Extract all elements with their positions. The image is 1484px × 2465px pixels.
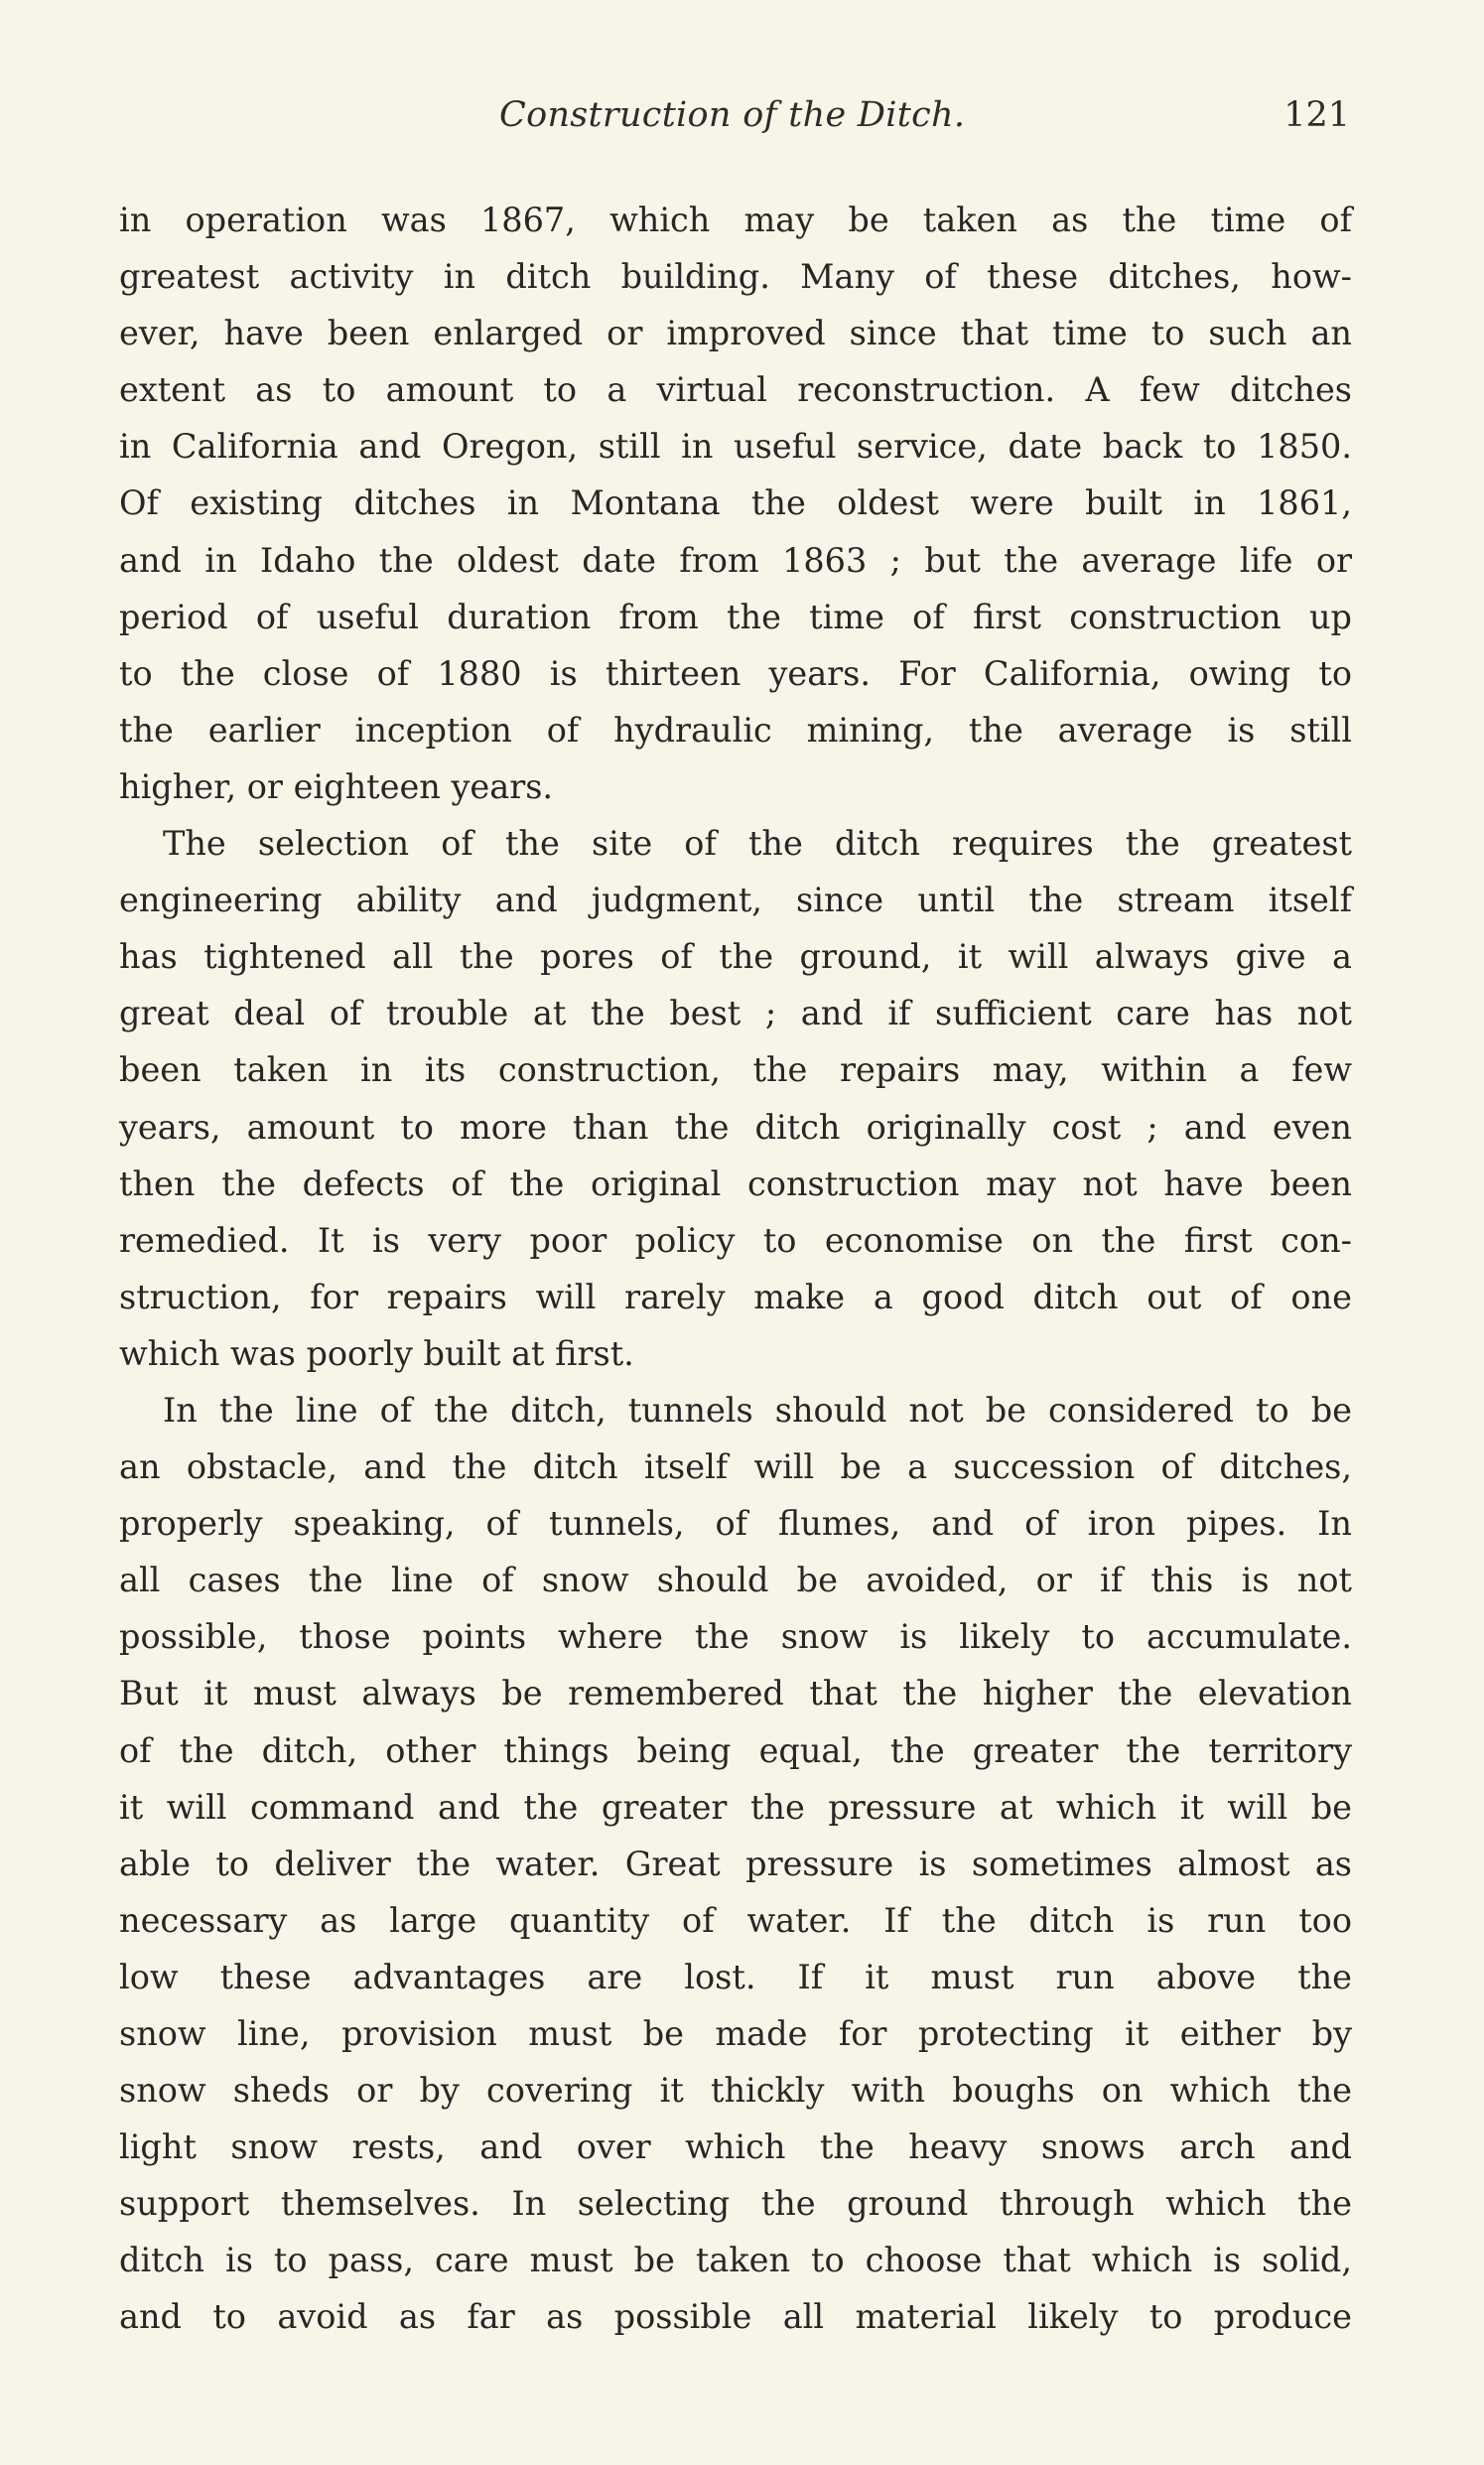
text-line: the earlier inception of hydraulic mining, the average is still <box>119 710 1352 750</box>
text-line: and to avoid as far as possible all material likely to produce <box>119 2297 1352 2337</box>
page-number: 121 <box>1283 95 1350 135</box>
text-line: The selection of the site of the ditch requires the greatest <box>163 824 1352 864</box>
text-line: properly speaking, of tunnels, of flumes, and of iron pipes. In <box>119 1504 1352 1544</box>
running-header <box>117 95 1350 159</box>
text-line: in California and Oregon, still in useful service, date back to 1850. <box>119 427 1352 467</box>
text-line: snow sheds or by covering it thickly with boughs on which the <box>119 2071 1352 2111</box>
text-line: all cases the line of snow should be avoided, or if this is not <box>119 1561 1352 1600</box>
text-line: extent as to amount to a virtual reconstruction. A few ditches <box>119 370 1352 410</box>
text-line: light snow rests, and over which the heavy snows arch and <box>119 2127 1352 2167</box>
text-line: years, amount to more than the ditch originally cost ; and even <box>119 1107 1352 1147</box>
text-line: greatest activity in ditch building. Many of these ditches, how- <box>119 257 1352 297</box>
text-line: been taken in its construction, the repairs may, within a few <box>119 1050 1352 1090</box>
text-line: able to deliver the water. Great pressure is sometimes almost as <box>119 1844 1352 1883</box>
text-line: to the close of 1880 is thirteen years. For California, owing to <box>119 653 1352 693</box>
text-line: ditch is to pass, care must be taken to choose that which is solid, <box>119 2241 1352 2280</box>
text-line: necessary as large quantity of water. If the ditch is run too <box>119 1900 1352 1940</box>
text-line: then the defects of the original construction may not have been <box>119 1164 1352 1203</box>
text-line: struction, for repairs will rarely make a good ditch out of one <box>119 1277 1352 1316</box>
body-text <box>119 192 1352 2346</box>
text-line: which was poorly built at first. <box>119 1333 634 1373</box>
running-title: Construction of the Ditch. <box>499 95 966 135</box>
text-line: of the ditch, other things being equal, the greater the territory <box>119 1730 1352 1770</box>
text-line: period of useful duration from the time of first construction up <box>119 597 1352 636</box>
text-line: it will command and the greater the pressure at which it will be <box>119 1787 1352 1827</box>
text-line: and in Idaho the oldest date from 1863 ; but the average life or <box>119 540 1352 580</box>
text-line: remedied. It is very poor policy to economise on the first con- <box>119 1220 1352 1260</box>
text-line: snow line, provision must be made for protecting it either by <box>119 2014 1352 2053</box>
text-line: low these advantages are lost. If it must run above the <box>119 1957 1352 1996</box>
text-line: Of existing ditches in Montana the oldest were built in 1861, <box>119 483 1352 523</box>
text-line: an obstacle, and the ditch itself will be a succession of ditches, <box>119 1447 1352 1487</box>
text-line: ever, have been enlarged or improved since that time to such an <box>119 314 1352 353</box>
text-line: in operation was 1867, which may be taken as the time of <box>119 201 1352 239</box>
text-line: engineering ability and judgment, since until the stream itself <box>119 881 1352 920</box>
text-line: But it must always be remembered that the higher the elevation <box>119 1674 1352 1713</box>
text-line: has tightened all the pores of the ground, it will always give a <box>119 937 1352 977</box>
text-line: higher, or eighteen years. <box>119 766 554 806</box>
text-line: possible, those points where the snow is likely to accumulate. <box>119 1617 1352 1657</box>
text-line: support themselves. In selecting the ground through which the <box>119 2184 1352 2224</box>
text-line: In the line of the ditch, tunnels should not be considered to be <box>163 1390 1352 1430</box>
text-line: great deal of trouble at the best ; and if sufficient care has not <box>119 994 1352 1033</box>
